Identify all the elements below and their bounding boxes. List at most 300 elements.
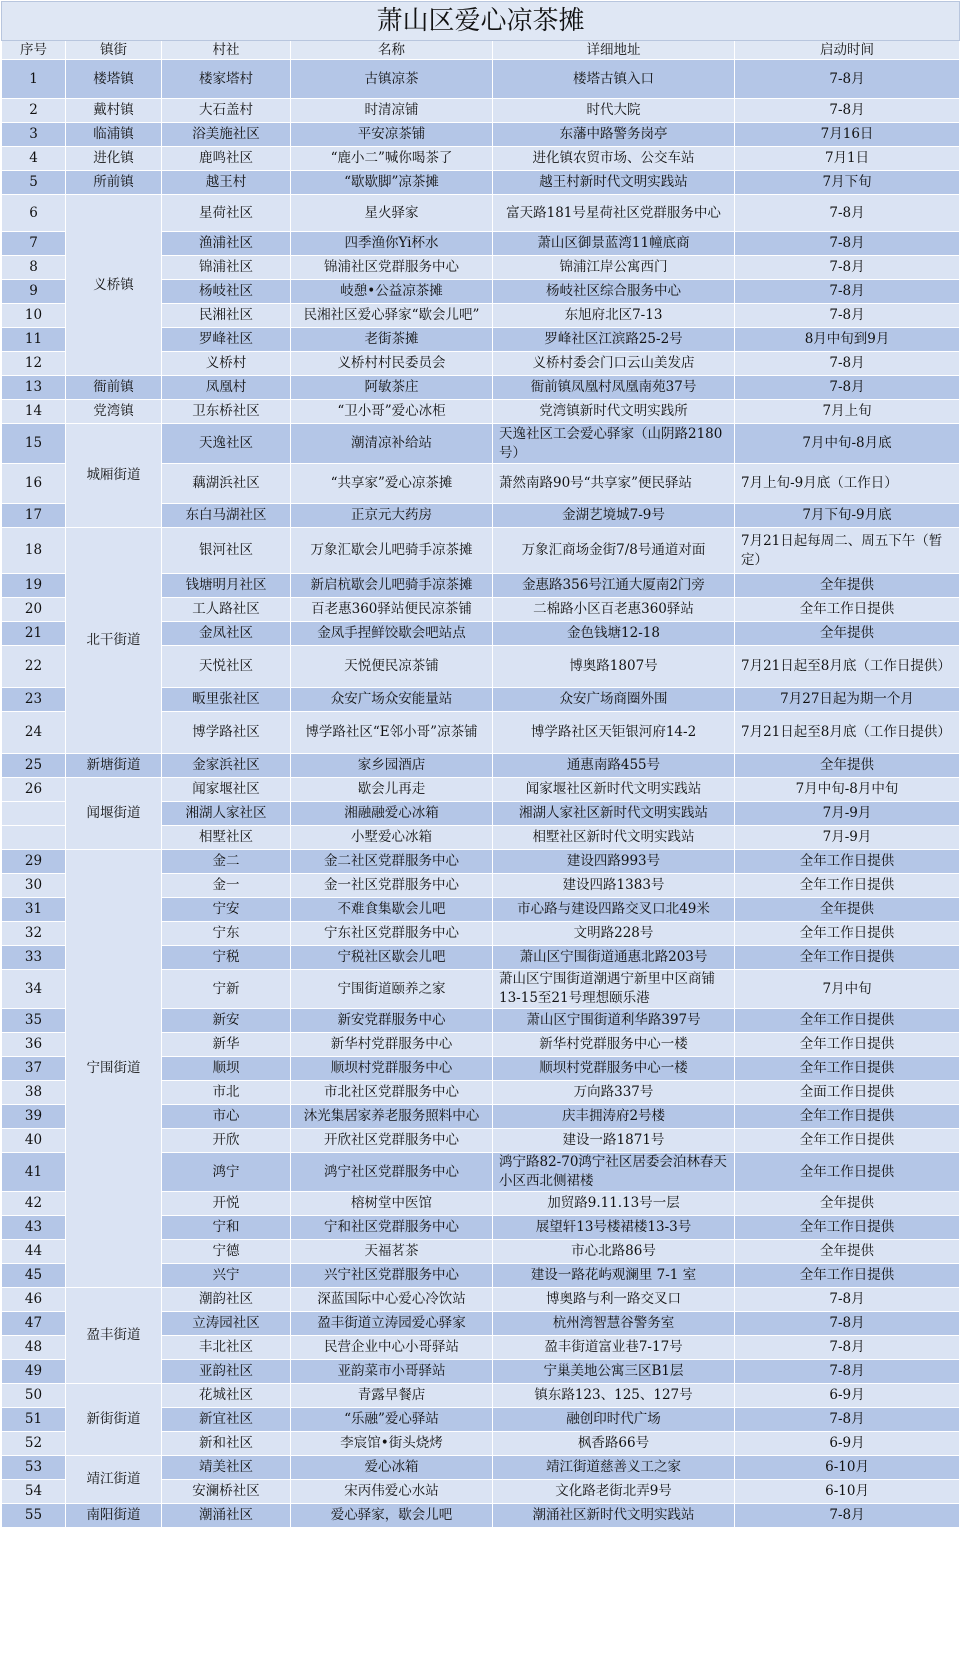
stall-name-cell: 盈丰街道立涛园爱心驿家: [291, 1312, 493, 1336]
address-cell: 二棉路小区百老惠360驿站: [493, 598, 735, 622]
stall-name-cell: “歇歇脚”凉茶摊: [291, 171, 493, 195]
row-number: 5: [2, 171, 66, 195]
start-time-cell: 全面工作日提供: [735, 1081, 960, 1105]
start-time-cell: 7月上旬-9月底（工作日）: [735, 464, 960, 504]
row-number: 12: [2, 352, 66, 376]
start-time-cell: 7月27日起为期一个月: [735, 688, 960, 712]
stall-name-cell: 深蓝国际中心爱心冷饮站: [291, 1288, 493, 1312]
stall-name-cell: 新华村党群服务中心: [291, 1033, 493, 1057]
start-time-cell: 6-10月: [735, 1480, 960, 1504]
start-time-cell: 7-8月: [735, 195, 960, 232]
address-cell: 宁巢美地公寓三区B1层: [493, 1360, 735, 1384]
start-time-cell: 全年工作日提供: [735, 1009, 960, 1033]
address-cell: 建设四路993号: [493, 850, 735, 874]
stall-name-cell: 宁东社区党群服务中心: [291, 922, 493, 946]
village-cell: 亚韵社区: [162, 1360, 291, 1384]
stall-name-cell: 开欣社区党群服务中心: [291, 1129, 493, 1153]
address-cell: 盈丰街道富业巷7-17号: [493, 1336, 735, 1360]
town-cell: 靖江街道: [66, 1456, 162, 1504]
row-number: 19: [2, 574, 66, 598]
row-number: 30: [2, 874, 66, 898]
table-row: [2, 376, 960, 400]
start-time-cell: 7-8月: [735, 280, 960, 304]
row-number: 10: [2, 304, 66, 328]
row-number: 49: [2, 1360, 66, 1384]
row-number: 54: [2, 1480, 66, 1504]
address-cell: 镇东路123、125、127号: [493, 1384, 735, 1408]
row-number: 22: [2, 646, 66, 688]
village-cell: 新安: [162, 1009, 291, 1033]
village-cell: 潮韵社区: [162, 1288, 291, 1312]
row-number: 36: [2, 1033, 66, 1057]
address-cell: 新华村党群服务中心一楼: [493, 1033, 735, 1057]
row-number: 11: [2, 328, 66, 352]
address-cell: 杭州湾智慧谷警务室: [493, 1312, 735, 1336]
village-cell: 凤凰村: [162, 376, 291, 400]
table-row: [2, 528, 960, 574]
start-time-cell: 全年工作日提供: [735, 1105, 960, 1129]
row-number: 52: [2, 1432, 66, 1456]
start-time-cell: 7月-9月: [735, 826, 960, 850]
row-number: 38: [2, 1081, 66, 1105]
row-number: 41: [2, 1153, 66, 1192]
town-cell: 宁围街道: [66, 850, 162, 1288]
table-row: [2, 147, 960, 171]
stall-name-cell: 民营企业中心小哥驿站: [291, 1336, 493, 1360]
village-cell: 市北: [162, 1081, 291, 1105]
town-cell: 盈丰街道: [66, 1288, 162, 1384]
start-time-cell: 全年提供: [735, 622, 960, 646]
stall-name-cell: 宁税社区歇会儿吧: [291, 946, 493, 970]
stall-name-cell: “共享家”爱心凉茶摊: [291, 464, 493, 504]
row-number: 51: [2, 1408, 66, 1432]
address-cell: 文化路老街北弄9号: [493, 1480, 735, 1504]
town-cell: 义桥镇: [66, 195, 162, 376]
table-row: [2, 123, 960, 147]
address-cell: 金惠路356号江通大厦南2门旁: [493, 574, 735, 598]
stall-name-cell: 不难食集歇会儿吧: [291, 898, 493, 922]
start-time-cell: 6-10月: [735, 1456, 960, 1480]
village-cell: 工人路社区: [162, 598, 291, 622]
row-number: 4: [2, 147, 66, 171]
start-time-cell: 7月上旬: [735, 400, 960, 424]
village-cell: 新宜社区: [162, 1408, 291, 1432]
address-cell: 市心路与建设四路交叉口北49米: [493, 898, 735, 922]
address-cell: 金湖艺境城7-9号: [493, 504, 735, 528]
address-cell: 众安广场商圈外围: [493, 688, 735, 712]
row-number: 15: [2, 424, 66, 464]
stall-name-cell: 锦浦社区党群服务中心: [291, 256, 493, 280]
address-cell: 文明路228号: [493, 922, 735, 946]
row-number: 53: [2, 1456, 66, 1480]
stall-name-cell: 天福茗茶: [291, 1240, 493, 1264]
address-cell: 萧山区宁围街道潮遇宁新里中区商铺13-15至21号理想颐乐港: [493, 970, 735, 1009]
row-number: 46: [2, 1288, 66, 1312]
row-number: 17: [2, 504, 66, 528]
address-cell: 建设一路1871号: [493, 1129, 735, 1153]
village-cell: 越王村: [162, 171, 291, 195]
village-cell: 新华: [162, 1033, 291, 1057]
address-cell: 富天路181号星荷社区党群服务中心: [493, 195, 735, 232]
village-cell: 大石盖村: [162, 99, 291, 123]
village-cell: 金一: [162, 874, 291, 898]
row-number: 8: [2, 256, 66, 280]
start-time-cell: 7月21日起至8月底（工作日提供）: [735, 712, 960, 754]
address-cell: 杨岐社区综合服务中心: [493, 280, 735, 304]
stall-name-cell: 时清凉铺: [291, 99, 493, 123]
row-number: 2: [2, 99, 66, 123]
village-cell: 开欣: [162, 1129, 291, 1153]
address-cell: 建设一路花屿观澜里 7-1 室: [493, 1264, 735, 1288]
village-cell: 星荷社区: [162, 195, 291, 232]
address-cell: 萧山区宁围街道利华路397号: [493, 1009, 735, 1033]
stall-name-cell: 平安凉茶铺: [291, 123, 493, 147]
header-row: [2, 41, 960, 60]
village-cell: 宁新: [162, 970, 291, 1009]
address-cell: 博奥路与利一路交叉口: [493, 1288, 735, 1312]
row-number: 16: [2, 464, 66, 504]
table-row: [2, 99, 960, 123]
row-number: 18: [2, 528, 66, 574]
address-cell: 闻家堰社区新时代文明实践站: [493, 778, 735, 802]
row-number: 24: [2, 712, 66, 754]
address-cell: 党湾镇新时代文明实践所: [493, 400, 735, 424]
start-time-cell: 7-8月: [735, 1288, 960, 1312]
stall-name-cell: “乐融”爱心驿站: [291, 1408, 493, 1432]
village-cell: 杨岐社区: [162, 280, 291, 304]
village-cell: 新和社区: [162, 1432, 291, 1456]
village-cell: 安澜桥社区: [162, 1480, 291, 1504]
start-time-cell: 7-8月: [735, 1336, 960, 1360]
stall-name-cell: 潮清凉补给站: [291, 424, 493, 464]
start-time-cell: 全年工作日提供: [735, 1216, 960, 1240]
table-row: [2, 850, 960, 874]
address-cell: 博奥路1807号: [493, 646, 735, 688]
stall-name-cell: 众安广场众安能量站: [291, 688, 493, 712]
start-time-cell: 全年工作日提供: [735, 1264, 960, 1288]
stall-name-cell: “卫小哥”爱心冰柜: [291, 400, 493, 424]
village-cell: 潮涌社区: [162, 1504, 291, 1528]
row-number: 50: [2, 1384, 66, 1408]
address-cell: 湘湖人家社区新时代文明实践站: [493, 802, 735, 826]
village-cell: 钱塘明月社区: [162, 574, 291, 598]
address-cell: 进化镇农贸市场、公交车站: [493, 147, 735, 171]
address-cell: 鸿宁路82-70鸿宁社区居委会泊林春天小区西北侧裙楼: [493, 1153, 735, 1192]
stall-name-cell: 岐憩•公益凉茶摊: [291, 280, 493, 304]
start-time-cell: 7月下旬: [735, 171, 960, 195]
header-start-time: 启动时间: [735, 41, 960, 60]
row-number: 23: [2, 688, 66, 712]
stall-name-cell: 宁围街道颐养之家: [291, 970, 493, 1009]
address-cell: 时代大院: [493, 99, 735, 123]
stall-name-cell: 金凤手捏鲜饺歇会吧站点: [291, 622, 493, 646]
start-time-cell: 7月16日: [735, 123, 960, 147]
village-cell: 宁东: [162, 922, 291, 946]
row-number: 33: [2, 946, 66, 970]
start-time-cell: 全年工作日提供: [735, 1057, 960, 1081]
village-cell: 锦浦社区: [162, 256, 291, 280]
row-number: 14: [2, 400, 66, 424]
village-cell: 天逸社区: [162, 424, 291, 464]
village-cell: 民湘社区: [162, 304, 291, 328]
village-cell: 博学路社区: [162, 712, 291, 754]
start-time-cell: 全年工作日提供: [735, 1129, 960, 1153]
stall-name-cell: 李宸馆•街头烧烤: [291, 1432, 493, 1456]
start-time-cell: 7月-9月: [735, 802, 960, 826]
village-cell: 浴美施社区: [162, 123, 291, 147]
address-cell: 融创印时代广场: [493, 1408, 735, 1432]
address-cell: 金色钱塘12-18: [493, 622, 735, 646]
address-cell: 庆丰拥涛府2号楼: [493, 1105, 735, 1129]
stall-name-cell: 宋丙伟爱心水站: [291, 1480, 493, 1504]
stall-name-cell: 金一社区党群服务中心: [291, 874, 493, 898]
village-cell: 金凤社区: [162, 622, 291, 646]
row-number: 47: [2, 1312, 66, 1336]
village-cell: 金家浜社区: [162, 754, 291, 778]
stall-name-cell: 阿敏茶庄: [291, 376, 493, 400]
start-time-cell: 7-8月: [735, 232, 960, 256]
address-cell: 展望轩13号楼裙楼13-3号: [493, 1216, 735, 1240]
address-cell: 锦浦江岸公寓西门: [493, 256, 735, 280]
stall-name-cell: 万象汇歇会儿吧骑手凉茶摊: [291, 528, 493, 574]
row-number: 34: [2, 970, 66, 1009]
header-village: 村社: [162, 41, 291, 60]
start-time-cell: 7月下旬-9月底: [735, 504, 960, 528]
row-number: 43: [2, 1216, 66, 1240]
start-time-cell: 7月中旬: [735, 970, 960, 1009]
village-cell: 靖美社区: [162, 1456, 291, 1480]
address-cell: 万向路337号: [493, 1081, 735, 1105]
start-time-cell: 全年工作日提供: [735, 874, 960, 898]
address-cell: 相墅社区新时代文明实践站: [493, 826, 735, 850]
start-time-cell: 全年提供: [735, 1240, 960, 1264]
stall-name-cell: 亚韵菜市小哥驿站: [291, 1360, 493, 1384]
row-number: 20: [2, 598, 66, 622]
start-time-cell: 7-8月: [735, 256, 960, 280]
stall-name-cell: 金二社区党群服务中心: [291, 850, 493, 874]
start-time-cell: 7月1日: [735, 147, 960, 171]
row-number: 31: [2, 898, 66, 922]
table-row: [2, 1456, 960, 1480]
table-row: [2, 195, 960, 232]
village-cell: 兴宁: [162, 1264, 291, 1288]
town-cell: 城厢街道: [66, 424, 162, 528]
table-row: [2, 60, 960, 99]
header-name: 名称: [291, 41, 493, 60]
town-cell: 北干街道: [66, 528, 162, 754]
header-no: 序号: [2, 41, 66, 60]
start-time-cell: 7-8月: [735, 99, 960, 123]
village-cell: 花城社区: [162, 1384, 291, 1408]
stall-name-cell: 家乡园酒店: [291, 754, 493, 778]
page: [1, 1, 959, 1657]
address-cell: 天逸社区工会爱心驿家（山阴路2180号）: [493, 424, 735, 464]
address-cell: 罗峰社区江滨路25-2号: [493, 328, 735, 352]
town-cell: 戴村镇: [66, 99, 162, 123]
row-number: 29: [2, 850, 66, 874]
table-row: [2, 1384, 960, 1408]
row-number: 44: [2, 1240, 66, 1264]
row-number: 39: [2, 1105, 66, 1129]
start-time-cell: 7-8月: [735, 1312, 960, 1336]
address-cell: 博学路社区天钜银河府14-2: [493, 712, 735, 754]
start-time-cell: 7月21日起每周二、周五下午（暂定）: [735, 528, 960, 574]
village-cell: 宁税: [162, 946, 291, 970]
table-row: [2, 778, 960, 802]
address-cell: 楼塔古镇入口: [493, 60, 735, 99]
row-number: 37: [2, 1057, 66, 1081]
stall-name-cell: 民湘社区爱心驿家“歇会儿吧”: [291, 304, 493, 328]
stall-name-cell: 青露早餐店: [291, 1384, 493, 1408]
table-row: [2, 171, 960, 195]
address-cell: 义桥村委会门口云山美发店: [493, 352, 735, 376]
address-cell: 建设四路1383号: [493, 874, 735, 898]
table-row: [2, 1288, 960, 1312]
town-cell: 新塘街道: [66, 754, 162, 778]
start-time-cell: 全年工作日提供: [735, 922, 960, 946]
header-address: 详细地址: [493, 41, 735, 60]
start-time-cell: 7月中旬-8月中旬: [735, 778, 960, 802]
town-cell: 楼塔镇: [66, 60, 162, 99]
row-number: [2, 826, 66, 850]
row-number: 6: [2, 195, 66, 232]
stall-name-cell: “鹿小二”喊你喝茶了: [291, 147, 493, 171]
table-row: [2, 424, 960, 464]
stall-name-cell: 顺坝村党群服务中心: [291, 1057, 493, 1081]
village-cell: 天悦社区: [162, 646, 291, 688]
stall-name-cell: 天悦便民凉茶铺: [291, 646, 493, 688]
row-number: 3: [2, 123, 66, 147]
village-cell: 银河社区: [162, 528, 291, 574]
start-time-cell: 7-8月: [735, 60, 960, 99]
row-number: 1: [2, 60, 66, 99]
town-cell: 闻堰街道: [66, 778, 162, 850]
start-time-cell: 7-8月: [735, 376, 960, 400]
stall-name-cell: 百老惠360驿站便民凉茶铺: [291, 598, 493, 622]
table-row: [2, 400, 960, 424]
start-time-cell: 7月21日起至8月底（工作日提供）: [735, 646, 960, 688]
start-time-cell: 6-9月: [735, 1432, 960, 1456]
stall-name-cell: 新安党群服务中心: [291, 1009, 493, 1033]
tea-stall-table: [1, 1, 960, 1528]
village-cell: 卫东桥社区: [162, 400, 291, 424]
stall-name-cell: 爱心驿家，歇会儿吧: [291, 1504, 493, 1528]
stall-name-cell: 老街茶摊: [291, 328, 493, 352]
address-cell: 枫香路66号: [493, 1432, 735, 1456]
stall-name-cell: 沐光集居家养老服务照料中心: [291, 1105, 493, 1129]
stall-name-cell: 古镇凉茶: [291, 60, 493, 99]
village-cell: 顺坝: [162, 1057, 291, 1081]
stall-name-cell: 宁和社区党群服务中心: [291, 1216, 493, 1240]
stall-name-cell: 正京元大药房: [291, 504, 493, 528]
address-cell: 越王村新时代文明实践站: [493, 171, 735, 195]
address-cell: 通惠南路455号: [493, 754, 735, 778]
start-time-cell: 7-8月: [735, 1408, 960, 1432]
start-time-cell: 8月中旬到9月: [735, 328, 960, 352]
address-cell: 顺坝村党群服务中心一楼: [493, 1057, 735, 1081]
stall-name-cell: 爱心冰箱: [291, 1456, 493, 1480]
stall-name-cell: 小墅爱心冰箱: [291, 826, 493, 850]
address-cell: 萧然南路90号“共享家”便民驿站: [493, 464, 735, 504]
address-cell: 市心北路86号: [493, 1240, 735, 1264]
row-number: 35: [2, 1009, 66, 1033]
address-cell: 万象汇商场金街7/8号通道对面: [493, 528, 735, 574]
row-number: 55: [2, 1504, 66, 1528]
village-cell: 丰北社区: [162, 1336, 291, 1360]
village-cell: 立涛园社区: [162, 1312, 291, 1336]
row-number: 25: [2, 754, 66, 778]
start-time-cell: 全年工作日提供: [735, 946, 960, 970]
stall-name-cell: 榕树堂中医馆: [291, 1192, 493, 1216]
village-cell: 罗峰社区: [162, 328, 291, 352]
address-cell: 靖江街道慈善义工之家: [493, 1456, 735, 1480]
row-number: 32: [2, 922, 66, 946]
start-time-cell: 7-8月: [735, 352, 960, 376]
stall-name-cell: 义桥村村民委员会: [291, 352, 493, 376]
town-cell: 临浦镇: [66, 123, 162, 147]
table-row: [2, 754, 960, 778]
address-cell: 潮涌社区新时代文明实践站: [493, 1504, 735, 1528]
table-row: [2, 1504, 960, 1528]
header-town: 镇街: [66, 41, 162, 60]
village-cell: 畈里张社区: [162, 688, 291, 712]
start-time-cell: 全年提供: [735, 574, 960, 598]
row-number: 7: [2, 232, 66, 256]
village-cell: 宁安: [162, 898, 291, 922]
village-cell: 相墅社区: [162, 826, 291, 850]
village-cell: 楼家塔村: [162, 60, 291, 99]
start-time-cell: 7月中旬-8月底: [735, 424, 960, 464]
village-cell: 鹿鸣社区: [162, 147, 291, 171]
town-cell: 党湾镇: [66, 400, 162, 424]
address-cell: 萧山区宁围街道通惠北路203号: [493, 946, 735, 970]
start-time-cell: 全年工作日提供: [735, 1033, 960, 1057]
village-cell: 藕湖浜社区: [162, 464, 291, 504]
start-time-cell: 全年工作日提供: [735, 850, 960, 874]
stall-name-cell: 新启杭歇会儿吧骑手凉茶摊: [291, 574, 493, 598]
address-cell: 东旭府北区7-13: [493, 304, 735, 328]
row-number: 13: [2, 376, 66, 400]
town-cell: 衙前镇: [66, 376, 162, 400]
start-time-cell: 7-8月: [735, 304, 960, 328]
stall-name-cell: 歇会儿再走: [291, 778, 493, 802]
row-number: 40: [2, 1129, 66, 1153]
row-number: 26: [2, 778, 66, 802]
stall-name-cell: 湘融融爱心冰箱: [291, 802, 493, 826]
village-cell: 渔浦社区: [162, 232, 291, 256]
village-cell: 义桥村: [162, 352, 291, 376]
row-number: 9: [2, 280, 66, 304]
town-cell: 南阳街道: [66, 1504, 162, 1528]
stall-name-cell: 鸿宁社区党群服务中心: [291, 1153, 493, 1192]
village-cell: 鸿宁: [162, 1153, 291, 1192]
address-cell: 东藩中路警务岗亭: [493, 123, 735, 147]
row-number: 45: [2, 1264, 66, 1288]
village-cell: 开悦: [162, 1192, 291, 1216]
village-cell: 市心: [162, 1105, 291, 1129]
row-number: 21: [2, 622, 66, 646]
start-time-cell: 7-8月: [735, 1504, 960, 1528]
village-cell: 金二: [162, 850, 291, 874]
start-time-cell: 全年工作日提供: [735, 1153, 960, 1192]
town-cell: 新街街道: [66, 1384, 162, 1456]
page-title: 萧山区爱心凉茶摊: [2, 2, 960, 41]
address-cell: 加贸路9.11.13号一层: [493, 1192, 735, 1216]
stall-name-cell: 四季渔你Yi杯水: [291, 232, 493, 256]
stall-name-cell: 星火驿家: [291, 195, 493, 232]
village-cell: 闻家堰社区: [162, 778, 291, 802]
village-cell: 湘湖人家社区: [162, 802, 291, 826]
